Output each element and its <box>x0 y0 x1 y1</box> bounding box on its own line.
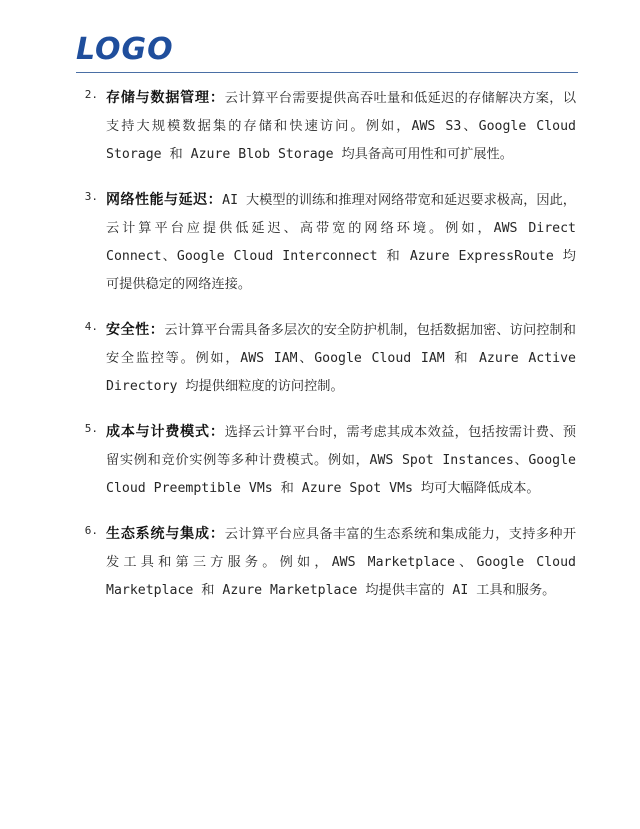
list-item <box>76 84 576 169</box>
logo: LOGO <box>76 32 174 67</box>
list-item <box>76 316 576 401</box>
list-item <box>76 520 576 605</box>
list-item <box>76 186 576 299</box>
list-item-term: 安全性： <box>106 322 165 338</box>
list-item-paragraph <box>106 418 576 503</box>
list-item-number: 6. <box>84 524 98 537</box>
list-item-term: 成本与计费模式： <box>106 424 225 440</box>
list-item-term: 网络性能与延迟： <box>106 192 223 208</box>
document-body <box>76 84 576 622</box>
list-item-number: 2. <box>84 88 98 101</box>
list-item-term: 存储与数据管理： <box>106 90 225 106</box>
document-header <box>76 34 578 73</box>
list-item-text: 云计算平台需具备多层次的安全防护机制，包括数据加密、访问控制和安全监控等。例如，AWS IAM、Google Cloud IAM 和 Azure Active Directory 均提供细粒度的访问控制。 <box>106 323 576 394</box>
list-item-paragraph <box>106 520 576 605</box>
list-item-text: 云计算平台应具备丰富的生态系统和集成能力，支持多种开发工具和第三方服务。例如，AWS Marketplace、Google Cloud Marketplace 和 Azure Marketplace 均提供丰富的 AI 工具和服务。 <box>106 527 577 598</box>
list-item-term: 生态系统与集成： <box>106 526 225 542</box>
list-item-number: 3. <box>84 190 98 203</box>
list-item-text: AI 大模型的训练和推理对网络带宽和延迟要求极高，因此，云计算平台应提供低延迟、高带宽的网络环境。例如，AWS Direct Connect、Google Cloud Interconnect 和 Azure ExpressRoute 均可提供稳定的网络连接。 <box>106 193 576 292</box>
list-item-paragraph <box>106 316 576 401</box>
list-item-number: 4. <box>84 320 98 333</box>
list-item <box>76 418 576 503</box>
list-item-paragraph <box>106 186 576 299</box>
list-item-text: 选择云计算平台时，需考虑其成本效益，包括按需计费、预留实例和竞价实例等多种计费模式。例如，AWS Spot Instances、Google Cloud Preemptible VMs 和 Azure Spot VMs 均可大幅降低成本。 <box>106 425 577 496</box>
list-item-text: 云计算平台需要提供高吞吐量和低延迟的存储解决方案，以支持大规模数据集的存储和快速访问。例如，AWS S3、Google Cloud Storage 和 Azure Blob Storage 均具备高可用性和可扩展性。 <box>106 91 577 162</box>
list-item-number: 5. <box>84 422 98 435</box>
numbered-list <box>76 84 576 605</box>
list-item-paragraph <box>106 84 576 169</box>
